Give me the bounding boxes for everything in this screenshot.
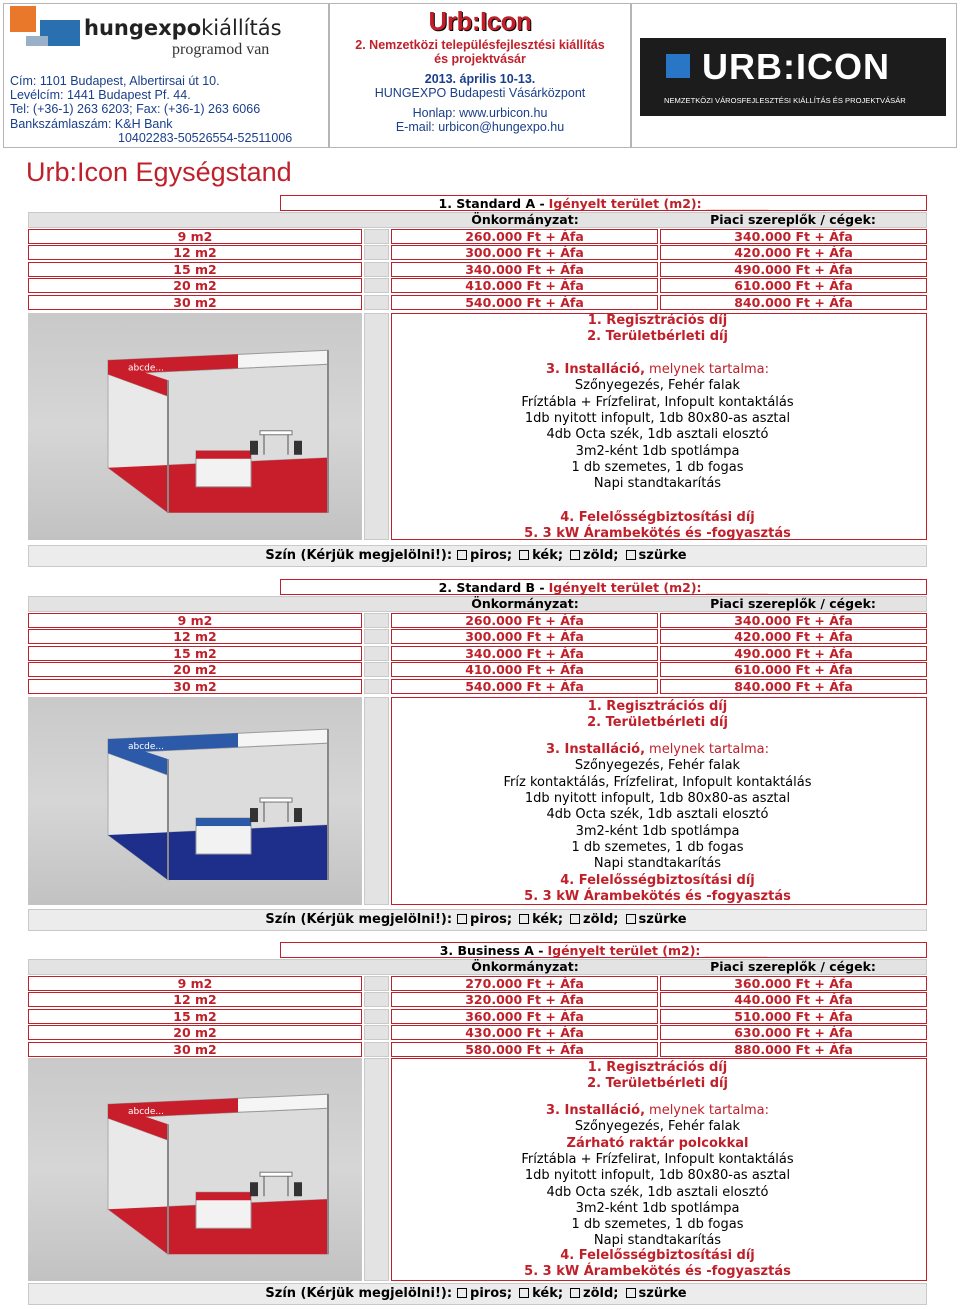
area-request[interactable]: Igényelt terület (m2): __________: [547, 942, 768, 958]
color-option: piros;: [470, 1286, 513, 1301]
install-item: 1 db szemetes, 1 db fogas: [571, 839, 744, 855]
booth-illustration: [28, 697, 362, 905]
size-cell: 20 m2: [28, 1025, 362, 1040]
install-rest: melynek tartalma:: [649, 1103, 769, 1118]
spacer-cell: [364, 976, 389, 991]
booth-image: [28, 1058, 362, 1281]
spacer-cell: [364, 229, 389, 244]
install-item: 1db nyitott infopult, 1db 80x80-as asztal: [524, 410, 791, 426]
logo-brand: hungexpo: [84, 16, 202, 40]
mail-address: Levélcím: 1441 Budapest Pf. 44.: [10, 88, 191, 103]
color-selection: [218, 912, 738, 927]
logo-square-orange: [10, 6, 36, 32]
market-price: 440.000 Ft + Áfa: [660, 992, 927, 1007]
booth-image: [28, 697, 362, 905]
install-item: Szőnyegezés, Fehér falak: [574, 758, 741, 774]
hungexpo-logo: [10, 6, 310, 64]
install-item: Fríztábla + Frízfelirat, Infopult kontaktálás: [521, 1151, 794, 1167]
spacer-cell: [364, 992, 389, 1007]
booth-sign: abcde...: [128, 363, 165, 374]
color-option: zöld;: [583, 548, 619, 563]
spacer-cell: [364, 613, 389, 628]
gov-price: 300.000 Ft + Áfa: [391, 629, 658, 644]
color-checkbox[interactable]: [570, 1288, 580, 1298]
market-price: 880.000 Ft + Áfa: [660, 1042, 927, 1057]
gov-price: 540.000 Ft + Áfa: [391, 295, 658, 310]
event-date: 2013. április 10-13.: [424, 72, 536, 86]
bank: Bankszámlaszám: K&H Bank: [10, 116, 173, 131]
logo-square-gray: [26, 36, 48, 46]
area-request[interactable]: Igényelt terület (m2): __________: [548, 195, 769, 211]
gov-price: 320.000 Ft + Áfa: [391, 992, 658, 1007]
image-frame-left: [364, 1058, 389, 1281]
event-email[interactable]: E-mail: urbicon@hungexpo.hu: [395, 120, 565, 134]
color-option: kék;: [532, 1286, 564, 1301]
install-label: 3. Installáció,: [545, 362, 646, 377]
spacer-cell: [364, 1009, 389, 1024]
logo-right-sub: NEMZETKÖZI VÁROSFEJLESZTÉSI KIÁLLÍTÁS ÉS PROJEKTVÁSÁR: [664, 96, 906, 105]
install-title: [390, 362, 925, 379]
install-label: 3. Installáció,: [545, 742, 646, 757]
fee-rental: 2. Területbérleti díj: [587, 329, 728, 344]
size-cell: 9 m2: [28, 613, 362, 628]
color-checkbox[interactable]: [626, 550, 636, 560]
gov-price: 410.000 Ft + Áfa: [391, 662, 658, 677]
install-item: Zárható raktár polcokkal: [566, 1135, 749, 1151]
section-name: 3. Business A -: [439, 942, 544, 958]
fee-registration: 1. Regisztrációs díj: [587, 699, 728, 714]
account-number: 10402283-50526554-52511006: [118, 130, 293, 145]
size-cell: 30 m2: [28, 679, 362, 694]
color-option: piros;: [470, 548, 513, 563]
install-item: 3m2-ként 1db spotlámpa: [575, 443, 740, 459]
color-prompt: Szín (Kérjük megjelölni!):: [265, 912, 453, 927]
color-option: szürke: [638, 548, 687, 563]
fee-registration: 1. Regisztrációs díj: [587, 313, 728, 328]
color-checkbox[interactable]: [626, 1288, 636, 1298]
install-item: 4db Octa szék, 1db asztali elosztó: [546, 1184, 769, 1200]
spacer-cell: [364, 245, 389, 260]
market-price: 420.000 Ft + Áfa: [660, 629, 927, 644]
booth-illustration: [28, 313, 362, 540]
fee-rental: 2. Területbérleti díj: [587, 715, 728, 730]
gov-price: 260.000 Ft + Áfa: [391, 613, 658, 628]
booth-illustration: [28, 1058, 362, 1281]
spacer-cell: [364, 1025, 389, 1040]
gov-price: 340.000 Ft + Áfa: [391, 646, 658, 661]
logo-blue-square: [666, 54, 690, 78]
col-header-gov: Önkormányzat:: [471, 596, 579, 611]
spacer-cell: [364, 662, 389, 677]
install-title: [390, 1103, 925, 1120]
booth-sign: abcde...: [128, 1107, 165, 1118]
fee-power: 5. 3 kW Árambekötés és -fogyasztás: [524, 889, 791, 904]
size-cell: 20 m2: [28, 278, 362, 293]
fee-insurance: 4. Felelősségbiztosítási díj: [560, 1248, 755, 1263]
install-item: 1db nyitott infopult, 1db 80x80-as asztal: [524, 790, 791, 806]
size-cell: 15 m2: [28, 1009, 362, 1024]
market-price: 360.000 Ft + Áfa: [660, 976, 927, 991]
install-rest: melynek tartalma:: [649, 742, 769, 757]
gov-price: 340.000 Ft + Áfa: [391, 262, 658, 277]
telephone: Tel: (+36-1) 263 6203; Fax: (+36-1) 263 6066: [10, 102, 261, 117]
color-checkbox[interactable]: [457, 1288, 467, 1298]
contact-block: [10, 74, 325, 145]
install-item: 1 db szemetes, 1 db fogas: [571, 1217, 744, 1233]
logo-brand2: kiállítás: [201, 16, 282, 40]
install-rest: melynek tartalma:: [649, 362, 769, 377]
color-option: zöld;: [583, 1286, 619, 1301]
install-item: Fríz kontaktálás, Frízfelirat, Infopult kontaktálás: [503, 774, 812, 790]
size-cell: 30 m2: [28, 1042, 362, 1057]
fee-registration: 1. Regisztrációs díj: [587, 1060, 728, 1075]
install-item: Szőnyegezés, Fehér falak: [574, 378, 741, 394]
spacer-cell: [364, 629, 389, 644]
color-selection: [218, 1286, 738, 1301]
install-title: [390, 742, 925, 759]
color-checkbox[interactable]: [457, 550, 467, 560]
gov-price: 410.000 Ft + Áfa: [391, 278, 658, 293]
size-cell: 9 m2: [28, 229, 362, 244]
size-cell: 12 m2: [28, 245, 362, 260]
col-header-market: Piaci szereplők / cégek:: [710, 959, 876, 974]
event-info: [331, 4, 629, 134]
color-checkbox[interactable]: [570, 914, 580, 924]
fee-power: 5. 3 kW Árambekötés és -fogyasztás: [524, 1264, 791, 1279]
size-cell: 12 m2: [28, 629, 362, 644]
event-subtitle-1: 2. Nemzetközi településfejlesztési kiállítás: [355, 38, 605, 52]
spacer-cell: [364, 295, 389, 310]
section-name: 2. Standard B -: [438, 579, 545, 595]
market-price: 490.000 Ft + Áfa: [660, 646, 927, 661]
event-title: Urb:Icon: [428, 6, 532, 36]
gov-price: 260.000 Ft + Áfa: [391, 229, 658, 244]
size-cell: 15 m2: [28, 262, 362, 277]
color-prompt: Szín (Kérjük megjelölni!):: [265, 1286, 453, 1301]
gov-price: 430.000 Ft + Áfa: [391, 1025, 658, 1040]
install-item: 1 db szemetes, 1 db fogas: [571, 459, 744, 475]
install-label: 3. Installáció,: [545, 1103, 646, 1118]
market-price: 510.000 Ft + Áfa: [660, 1009, 927, 1024]
color-checkbox[interactable]: [519, 550, 529, 560]
logo-tagline: programod van: [172, 41, 270, 58]
market-price: 840.000 Ft + Áfa: [660, 295, 927, 310]
color-checkbox[interactable]: [519, 1288, 529, 1298]
gov-price: 300.000 Ft + Áfa: [391, 245, 658, 260]
event-web[interactable]: Honlap: www.urbicon.hu: [412, 106, 548, 120]
gov-price: 540.000 Ft + Áfa: [391, 679, 658, 694]
color-checkbox[interactable]: [626, 914, 636, 924]
color-checkbox[interactable]: [457, 914, 467, 924]
color-checkbox[interactable]: [519, 914, 529, 924]
install-item: 3m2-ként 1db spotlámpa: [575, 823, 740, 839]
col-header-gov: Önkormányzat:: [471, 959, 579, 974]
color-option: kék;: [532, 548, 564, 563]
size-cell: 9 m2: [28, 976, 362, 991]
address: Cím: 1101 Budapest, Albertirsai út 10.: [10, 74, 220, 88]
market-price: 610.000 Ft + Áfa: [660, 662, 927, 677]
col-header-market: Piaci szereplők / cégek:: [710, 212, 876, 227]
install-item: 4db Octa szék, 1db asztali elosztó: [546, 807, 769, 823]
logo-right-text: URB:ICON: [702, 46, 890, 87]
booth-image: [28, 313, 362, 540]
spacer-cell: [364, 262, 389, 277]
spacer-cell: [364, 1042, 389, 1057]
market-price: 610.000 Ft + Áfa: [660, 278, 927, 293]
fee-insurance: 4. Felelősségbiztosítási díj: [560, 873, 755, 888]
section-title: [280, 195, 927, 211]
color-prompt: Szín (Kérjük megjelölni!):: [265, 548, 453, 563]
size-cell: 15 m2: [28, 646, 362, 661]
size-cell: 20 m2: [28, 662, 362, 677]
section-name: 1. Standard A -: [438, 195, 545, 211]
market-price: 630.000 Ft + Áfa: [660, 1025, 927, 1040]
fee-rental: 2. Területbérleti díj: [587, 1076, 728, 1091]
market-price: 490.000 Ft + Áfa: [660, 262, 927, 277]
image-frame-left: [364, 313, 389, 540]
size-cell: 12 m2: [28, 992, 362, 1007]
page-title: Urb:Icon Egységstand: [26, 157, 292, 187]
color-option: kék;: [532, 912, 564, 927]
booth-sign: abcde...: [128, 742, 165, 753]
spacer-cell: [364, 278, 389, 293]
spacer-cell: [364, 646, 389, 661]
install-item: 1db nyitott infopult, 1db 80x80-as asztal: [524, 1168, 791, 1184]
color-selection: [218, 548, 738, 563]
market-price: 340.000 Ft + Áfa: [660, 229, 927, 244]
color-option: piros;: [470, 912, 513, 927]
spacer-cell: [364, 679, 389, 694]
area-request[interactable]: Igényelt terület (m2): __________: [548, 579, 769, 595]
gov-price: 580.000 Ft + Áfa: [391, 1042, 658, 1057]
image-frame-left: [364, 697, 389, 905]
fee-power: 5. 3 kW Árambekötés és -fogyasztás: [524, 526, 791, 541]
market-price: 420.000 Ft + Áfa: [660, 245, 927, 260]
color-option: szürke: [638, 912, 687, 927]
market-price: 340.000 Ft + Áfa: [660, 613, 927, 628]
install-item: Fríztábla + Frízfelirat, Infopult kontaktálás: [521, 394, 794, 410]
fee-insurance: 4. Felelősségbiztosítási díj: [560, 510, 755, 525]
color-checkbox[interactable]: [570, 550, 580, 560]
size-cell: 30 m2: [28, 295, 362, 310]
section-title: [280, 579, 927, 595]
color-option: szürke: [638, 1286, 687, 1301]
install-item: 4db Octa szék, 1db asztali elosztó: [546, 427, 769, 443]
install-item: 3m2-ként 1db spotlámpa: [575, 1200, 740, 1216]
market-price: 840.000 Ft + Áfa: [660, 679, 927, 694]
event-venue: HUNGEXPO Budapesti Vásárközpont: [374, 86, 586, 100]
section-title: [280, 942, 927, 958]
color-option: zöld;: [583, 912, 619, 927]
urbicon-logo: [640, 38, 946, 116]
col-header-gov: Önkormányzat:: [471, 212, 579, 227]
install-item: Napi standtakarítás: [593, 856, 722, 872]
event-subtitle-2: és projektvásár: [434, 52, 526, 66]
install-item: Napi standtakarítás: [593, 476, 722, 492]
install-item: Szőnyegezés, Fehér falak: [574, 1119, 741, 1135]
gov-price: 270.000 Ft + Áfa: [391, 976, 658, 991]
gov-price: 360.000 Ft + Áfa: [391, 1009, 658, 1024]
install-item: Napi standtakarítás: [593, 1233, 722, 1249]
logo-text: [84, 16, 282, 40]
col-header-market: Piaci szereplők / cégek:: [710, 596, 876, 611]
